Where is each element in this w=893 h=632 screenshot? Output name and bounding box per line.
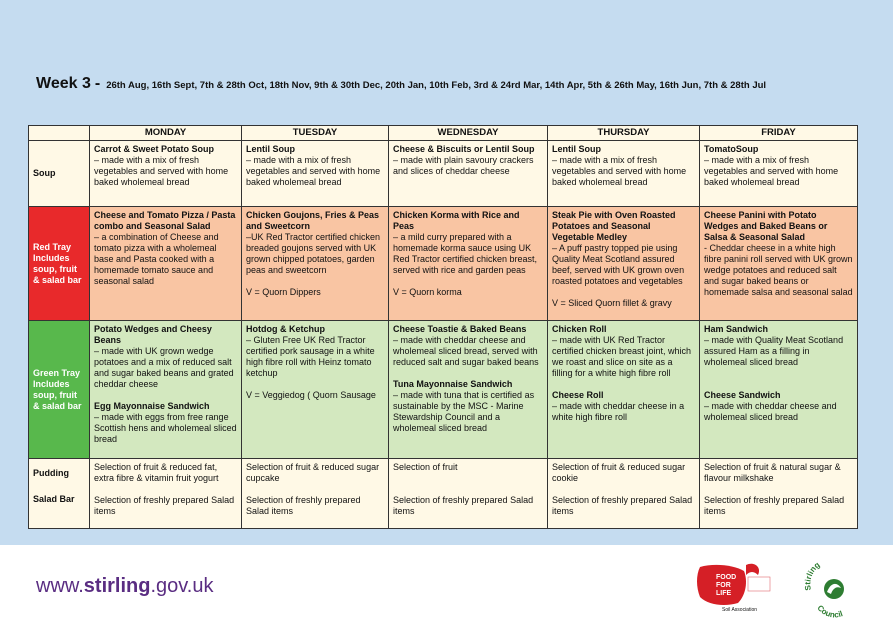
dish-name-2: Egg Mayonnaise Sandwich (94, 401, 210, 412)
website-domain: stirling (83, 575, 151, 597)
menu-cell (242, 459, 389, 529)
council-name-top: Stirling (803, 560, 822, 592)
dish-name: Lentil Soup (246, 143, 295, 154)
pudding-text: Selection of fruit & natural sugar & flavour milkshake (704, 462, 841, 484)
dish-name: Cheese Toastie & Baked Beans (393, 324, 527, 335)
dish-description: – Gluten Free UK Red Tractor certified pork sausage in a white high fibre roll with Heinz tomato ketchup (246, 335, 375, 379)
dish-name: Cheese & Biscuits or Lentil Soup (393, 143, 535, 154)
dish-name: Chicken Roll (552, 324, 607, 335)
week-label: Week 3 (36, 75, 91, 92)
red-tray-row (29, 207, 858, 321)
dish-description: – made with a mix of fresh vegetables and served with home baked wholemeal bread (704, 154, 839, 187)
menu-cell (548, 459, 700, 529)
dish-description: – made with a mix of fresh vegetables and served with home baked wholemeal bread (94, 154, 229, 187)
menu-cell (700, 459, 858, 529)
row-label-soup: Soup (29, 140, 90, 206)
website-suffix: .gov.uk (150, 575, 214, 597)
dish-name-2: Cheese Roll (552, 390, 604, 401)
menu-cell (389, 459, 548, 529)
menu-cell (90, 459, 242, 529)
dish-description: – a mild curry prepared with a homemade korma sauce using UK Red Tractor certified chicken breast, served with rice and garden peas (393, 232, 538, 275)
menu-cell (700, 140, 858, 206)
dish-description: – A puff pastry topped pie using Quality Meat Scotland assured beef, served with UK grown oven roasted potatoes and vegetables (552, 243, 685, 286)
menu-cell (242, 140, 389, 206)
dish-name-2: Cheese Sandwich (704, 390, 781, 401)
pudding-label: Pudding (33, 468, 69, 479)
day-header: WEDNESDAY (389, 126, 548, 141)
dish-description: –UK Red Tractor certified chicken breaded goujons served with UK grown chipped potatoes, garden peas and sweetcorn (246, 232, 381, 275)
salad-text: Selection of freshly prepared Salad items (704, 495, 845, 517)
dish-description-2: – made with tuna that is certified as sustainable by the MSC - Marine Stewardship Council and a wholemeal sliced bread (393, 390, 535, 434)
website-link[interactable] (36, 575, 213, 598)
ffl-word-food: FOOD (716, 574, 737, 581)
dish-name: Potato Wedges and Cheesy Beans (94, 324, 212, 346)
title-separator: - (94, 75, 101, 92)
food-for-life-logo (694, 561, 774, 615)
svg-text:Council (815, 603, 843, 619)
dish-name: Chicken Goujons, Fries & Peas and Sweetcorn (246, 210, 380, 231)
pudding-text: Selection of fruit & reduced fat, extra fibre & vitamin fruit yogurt (94, 462, 219, 484)
salad-text: Selection of freshly prepared Salad items (94, 495, 235, 517)
dish-description: – made with UK grown wedge potatoes and a mix of reduced salt and sugar baked beans and grated cheddar cheese (94, 346, 234, 390)
salad-bar-label: Salad Bar (33, 494, 75, 505)
week-dates: 26th Aug, 16th Sept, 7th & 28th Oct, 18th Nov, 9th & 30th Dec, 20th Jan, 10th Feb, 3rd & 24rd Mar, 14th Apr, 5th & 26th May, 16th Jun, 7th & 28th Jul (106, 80, 767, 91)
vegetarian-option: V = Veggiedog ( Quorn Sausage (246, 390, 376, 401)
pudding-text: Selection of fruit & reduced sugar cookie (552, 462, 686, 484)
dish-description-2: – made with eggs from free range Scottish hens and wholemeal sliced bread (94, 412, 237, 445)
pudding-text: Selection of fruit (393, 462, 458, 473)
day-header-row (29, 126, 858, 141)
dish-name: Ham Sandwich (704, 324, 769, 335)
salad-text: Selection of freshly prepared Salad items (552, 495, 693, 517)
vegetarian-option: V = Quorn korma (393, 287, 462, 297)
dish-description: – made with a mix of fresh vegetables and served with home baked wholemeal bread (552, 154, 687, 187)
dish-description: – made with Quality Meat Scotland assured Ham as a filling in wholemeal sliced bread (704, 335, 844, 368)
dish-name: Hotdog & Ketchup (246, 324, 325, 335)
soup-row (29, 140, 858, 206)
salad-text: Selection of freshly prepared Salad items (246, 495, 361, 517)
menu-cell (700, 207, 858, 321)
corner-cell (29, 126, 90, 141)
dish-name: Cheese Panini with Potato Wedges and Baked Beans or Salsa & Seasonal Salad (704, 210, 828, 242)
council-name-bottom: Council (815, 603, 844, 620)
ffl-word-life: LIFE (716, 590, 732, 597)
dish-name: TomatoSoup (704, 143, 759, 154)
day-header: TUESDAY (242, 126, 389, 141)
svg-text:Stirling (803, 560, 822, 591)
menu-cell (242, 207, 389, 321)
menu-cell (548, 140, 700, 206)
day-header: FRIDAY (700, 126, 858, 141)
menu-cell (90, 321, 242, 459)
menu-cell (700, 321, 858, 459)
pudding-text: Selection of fruit & reduced sugar cupcake (246, 462, 380, 484)
row-label-green-tray: Green Tray Includes soup, fruit & salad bar (29, 321, 90, 459)
vegetarian-option: V = Sliced Quorn fillet & gravy (552, 298, 672, 308)
dish-description: – made with a mix of fresh vegetables and served with home baked wholemeal bread (246, 154, 381, 187)
menu-cell (90, 140, 242, 206)
dish-name-2: Tuna Mayonnaise Sandwich (393, 379, 513, 390)
week-title (36, 76, 861, 93)
dish-name: Steak Pie with Oven Roasted Potatoes and Seasonal Vegetable Medley (552, 210, 676, 242)
vegetarian-option: V = Quorn Dippers (246, 287, 321, 297)
dish-name: Cheese and Tomato Pizza / Pasta combo and Seasonal Salad (94, 210, 236, 231)
dish-description: – a combination of Cheese and tomato pizza with a wholemeal base and Pasta cooked with a homemade tomato sauce and seasonal salad (94, 232, 219, 286)
day-header: THURSDAY (548, 126, 700, 141)
dish-description-2: – made with cheddar cheese in a white high fibre roll (552, 401, 685, 423)
website-prefix: www. (36, 575, 84, 597)
ffl-word-for: FOR (716, 582, 731, 589)
soil-association-text: Soil Association (722, 607, 758, 613)
menu-cell (389, 140, 548, 206)
dish-name: Lentil Soup (552, 143, 601, 154)
dish-name: Carrot & Sweet Potato Soup (94, 143, 215, 154)
green-tray-row (29, 321, 858, 459)
pudding-row (29, 459, 858, 529)
row-label-red-tray: Red Tray Includes soup, fruit & salad bar (29, 207, 90, 321)
menu-cell (242, 321, 389, 459)
menu-cell (548, 207, 700, 321)
day-header: MONDAY (90, 126, 242, 141)
stirling-council-logo (803, 556, 861, 622)
dish-description: – made with plain savoury crackers and slices of cheddar cheese (393, 154, 534, 176)
salad-text: Selection of freshly prepared Salad items (393, 495, 534, 517)
dish-description: - Cheddar cheese in a white high fibre panini roll served with UK grown wedge potatoes and reduced salt and sugar baked beans or homemade salsa and seasonal salad (704, 243, 853, 297)
menu-cell (548, 321, 700, 459)
dish-description: – made with cheddar cheese and wholemeal sliced bread, served with reduced salt and sugar baked beans (393, 335, 539, 368)
dish-name: Chicken Korma with Rice and Peas (393, 210, 520, 231)
menu-cell (389, 321, 548, 459)
menu-cell (90, 207, 242, 321)
menu-cell (389, 207, 548, 321)
row-label-pudding-salad (29, 459, 90, 529)
dish-description: – made with UK Red Tractor certified chicken breast joint, which we roast and slice on site as a filling for a white high fibre roll (552, 335, 692, 379)
dish-description-2: – made with cheddar cheese and wholemeal sliced bread (704, 401, 837, 423)
menu-table (28, 125, 858, 529)
